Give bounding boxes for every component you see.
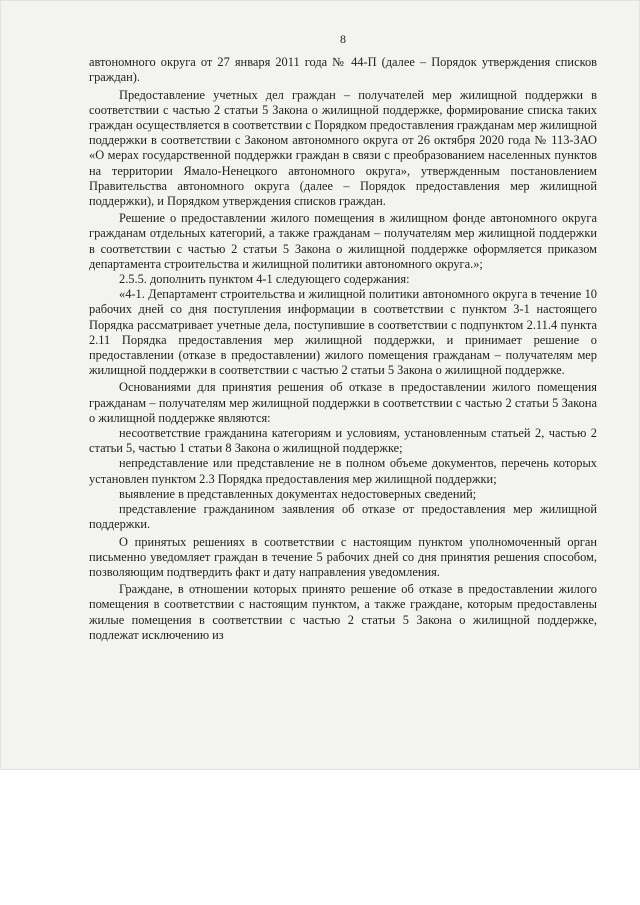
paragraph-7: несоответствие гражданина категориям и условиям, установленным статьей 2, частью 2 статьи 5, частью 1 статьи 8 Закона о жилищной поддержке; <box>89 426 597 456</box>
paragraph-6: Основаниями для принятия решения об отказе в предоставлении жилого помещения гражданам – получателям мер жилищной поддержки в соответствии с частью 2 статьи 5 Закона о жилищной поддержке являются: <box>89 380 597 425</box>
paragraph-5: «4-1. Департамент строительства и жилищной политики автономного округа в течение 10 рабочих дней со дня поступления информации в соответствии с пунктом 3-1 настоящего Порядка рассматривает учетные дела, поступившие в соответствии с подпунктом 2.11.4 пункта 2.11 Порядка предоставления мер жилищной поддержки, и принимает решение о предоставлении (отказе в предоставлении) жилого помещения гражданам – получателям мер жилищной поддержки в соответствии с частью 2 статьи 5 Закона о жилищной поддержке. <box>89 287 597 378</box>
paragraph-11: О принятых решениях в соответствии с настоящим пунктом уполномоченный орган письменно уведомляет граждан в течение 5 рабочих дней со дня принятия решения способом, позволяющим подтвердить факт и дату направления уведомления. <box>89 534 597 579</box>
paragraph-4: 2.5.5. дополнить пунктом 4-1 следующего содержания: <box>119 272 410 287</box>
document-body <box>89 32 597 643</box>
paragraph-9: выявление в представленных документах недостоверных сведений; <box>119 486 477 501</box>
page-number: 8 <box>340 32 346 46</box>
paragraph-12: Граждане, в отношении которых принято решение об отказе в предоставлении жилого помещения в соответствии с настоящим пунктом, а также граждане, которым предоставлены жилые помещения в соответствии с частью 2 статьи 5 Закона о жилищной поддержке, подлежат исключению из <box>89 582 597 642</box>
paragraph-8: непредставление или представление не в полном объеме документов, перечень которых установлен пунктом 2.3 Порядка предоставления мер жилищной поддержки; <box>89 456 597 486</box>
paragraph-10: представление гражданином заявления об отказе от предоставления мер жилищной поддержки. <box>89 502 597 532</box>
paragraph-2: Предоставление учетных дел граждан – получателей мер жилищной поддержки в соответствии с частью 2 статьи 5 Закона о жилищной поддержке, формирование списка таких граждан осуществляется в соответствии с Порядком предоставления гражданам мер жилищной поддержки в соответствии с Законом автономного округа от 26 октября 2020 года № 113-ЗАО «О мерах государственной поддержки граждан в связи с преобразованием населенных пунктов на территории Ямало-Ненецкого автономного округа», утвержденным постановлением Правительства автономного округа (далее – Порядок предоставления мер жилищной поддержки), и Порядком утверждения списков граждан. <box>89 87 597 209</box>
paragraph-3: Решение о предоставлении жилого помещения в жилищном фонде автономного округа гражданам отдельных категорий, а также гражданам – получателям мер жилищной поддержки в соответствии с частью 2 статьи 5 Закона о жилищной поддержке оформляется приказом департамента строительства и жилищной политики автономного округа.»; <box>89 211 597 271</box>
paragraph-1: автономного округа от 27 января 2011 года № 44-П (далее – Порядок утверждения списков граждан). <box>89 55 597 85</box>
